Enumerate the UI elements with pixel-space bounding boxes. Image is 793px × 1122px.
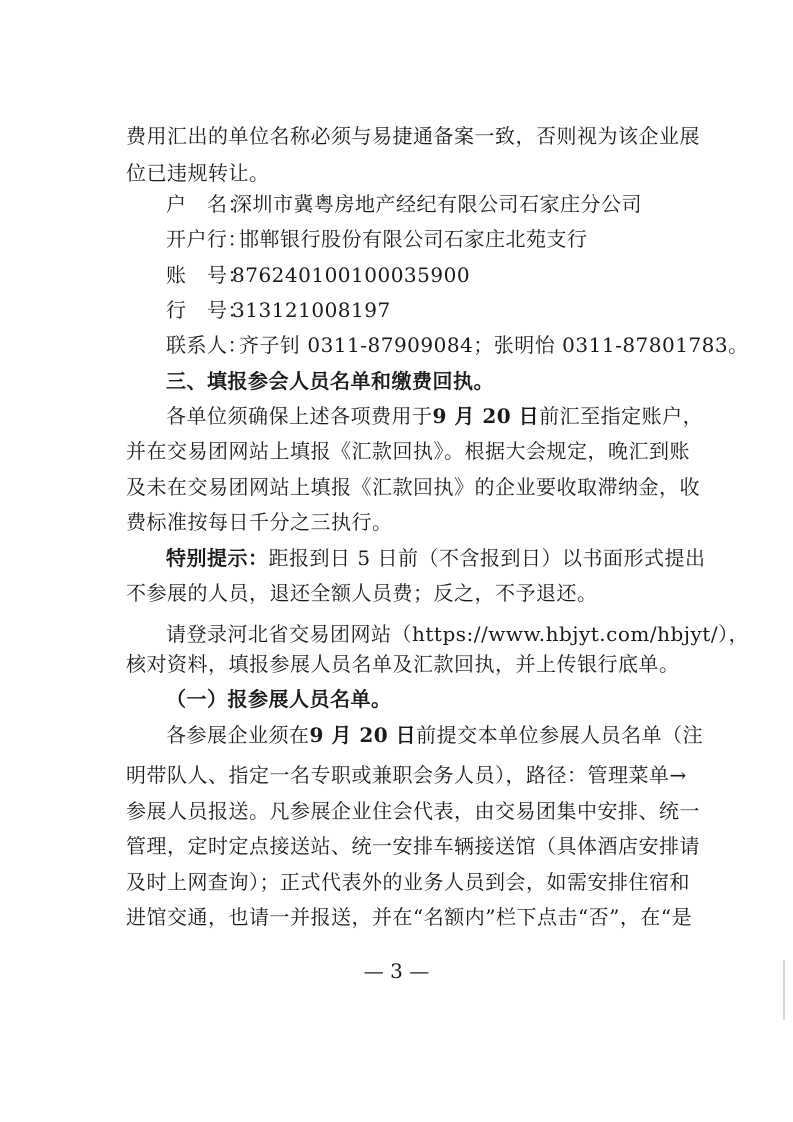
paragraph-line: 请登录河北省交易团网站（https://www.hbjyt.com/hbjyt/），: [166, 622, 750, 646]
text-run: 各参展企业须在: [166, 723, 310, 747]
special-note-label: 特别提示：: [166, 546, 269, 570]
bank-value: 邯郸银行股份有限公司石家庄北苑支行: [239, 227, 588, 251]
paragraph-line: 进馆交通，也请一并报送，并在“名额内”栏下点击“否”，在“是: [126, 905, 693, 929]
paragraph-line: [166, 398, 703, 434]
paragraph-line: 费标准按每日千分之三执行。: [126, 510, 393, 534]
text-run: 前汇至指定账户，: [539, 404, 704, 428]
page-number: — 3 —: [363, 959, 430, 983]
paragraph-line: 不参展的人员，退还全额人员费；反之，不予退还。: [126, 581, 598, 605]
paragraph-line: 管理，定时定点接送站、统一安排车辆接送馆（具体酒店安排请: [126, 834, 700, 858]
account-name-value: 深圳市冀粤房地产经纪有限公司石家庄分公司: [232, 192, 642, 216]
bank-number-value: 313121008197: [232, 298, 391, 322]
paragraph-line: 及时上网查询）；正式代表外的业务人员到会，如需安排住宿和: [126, 870, 690, 894]
deadline-date: 9 月 20 日: [309, 723, 417, 747]
account-number-value: 876240100100035900: [232, 263, 471, 287]
account-number-row: [166, 257, 470, 293]
text-run: 各单位须确保上述各项费用于: [166, 404, 433, 428]
bank-number-row: [166, 292, 391, 328]
account-number-label: 账 号：: [166, 263, 248, 287]
contact-label: 联系人：: [166, 333, 248, 357]
paragraph-line: 位已违规转让。: [126, 161, 270, 185]
account-name-row: [166, 186, 642, 222]
account-name-label: 户 名：: [166, 192, 248, 216]
subsection-heading: （一）报参展人员名单。: [166, 687, 392, 711]
contact-row: [166, 327, 749, 363]
text-run: 前提交本单位参展人员名单（注: [416, 723, 704, 747]
paragraph-line: 参展人员报送。凡参展企业住会代表，由交易团集中安排、统一: [126, 799, 700, 823]
section-heading: 三、填报参会人员名单和缴费回执。: [166, 369, 494, 393]
paragraph-line: [166, 717, 703, 753]
bank-row: [166, 221, 588, 257]
deadline-date: 9 月 20 日: [432, 404, 540, 428]
bank-number-label: 行 号：: [166, 298, 248, 322]
bank-label: 开户行：: [166, 227, 248, 251]
paragraph-line: 并在交易团网站上填报《汇款回执》。根据大会规定，晚汇到账: [126, 439, 690, 463]
paragraph-line: 费用汇出的单位名称必须与易捷通备案一致，否则视为该企业展: [126, 124, 700, 148]
paragraph-line: [166, 540, 705, 576]
paragraph-line: 及未在交易团网站上填报《汇款回执》的企业要收取滞纳金，收: [126, 475, 700, 499]
paragraph-line: 核对资料，填报参展人员名单及汇款回执，并上传银行底单。: [126, 652, 680, 676]
text-run: 距报到日 5 日前（不含报到日）以书面形式提出: [268, 546, 706, 570]
contact-value: 齐子钊 0311-87909084；张明怡 0311-87801783。: [239, 333, 749, 357]
paragraph-line: 明带队人、指定一名专职或兼职会务人员），路径：管理菜单→: [126, 763, 687, 787]
scan-edge-mark: [783, 960, 785, 1020]
